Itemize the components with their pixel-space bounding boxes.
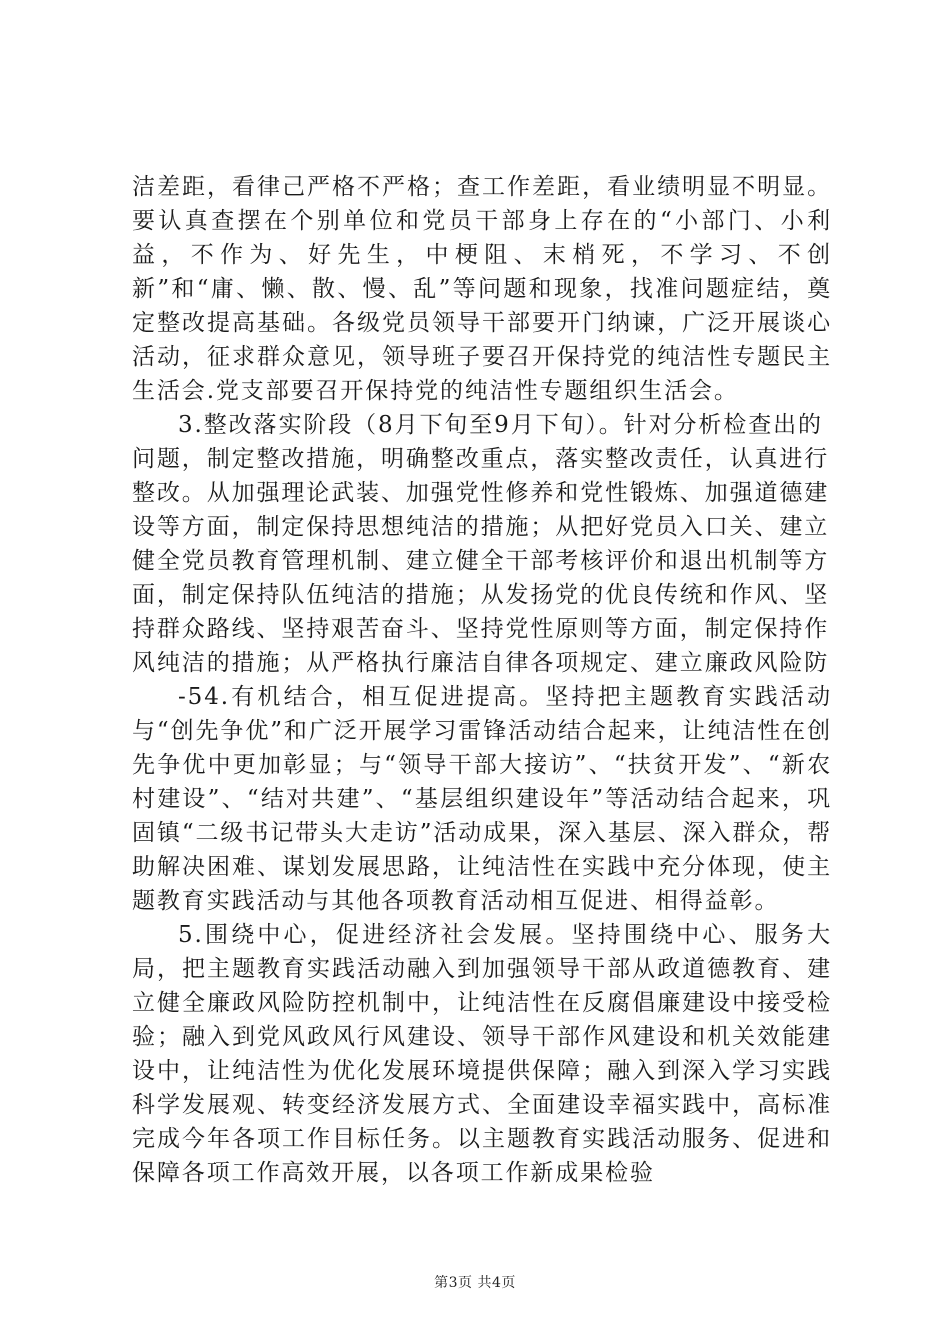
paragraph-rectification-stage: 3.整改落实阶段（8月下旬至9月下旬）。针对分析检查出的问题，制定整改措施，明确整改重点，落实整改责任，认真进行整改。从加强理论武装、加强党性修养和党性锻炼、加强道德建设等方面，制定保持思想纯洁的措施；从把好党员入口关、建立健全党员教育管理机制、建立健全干部考核评价和退出机制等方面，制定保持队伍纯洁的措施；从发扬党的优良传统和作风、坚持群众路线、坚持艰苦奋斗、坚持党性原则等方面，制定保持作风纯洁的措施；从严格执行廉洁自律各项规定、建立廉政风险防 — [132, 412, 830, 676]
document-body — [132, 170, 832, 1190]
paragraph-continued: 洁差距，看律己严格不严格；查工作差距，看业绩明显不明显。要认真查摆在个别单位和党员干部身上存在的“小部门、小利益，不作为、好先生，中梗阻、末梢死，不学习、不创新”和“庸、懒、散、慢、乱”等问题和现象，找准问题症结，奠定整改提高基础。各级党员领导干部要开门纳谏，广泛开展谈心活动，征求群众意见，领导班子要召开保持党的纯洁性专题民主生活会.党支部要召开保持党的纯洁性专题组织生活会。 — [132, 174, 832, 404]
paragraph-combination: -54.有机结合，相互促进提高。坚持把主题教育实践活动与“创先争优”和广泛开展学习雷锋活动结合起来，让纯洁性在创先争优中更加彰显；与“领导干部大接访”、“扶贫开发”、“新农村建设”、“结对共建”、“基层组织建设年”等活动结合起来，巩固镇“二级书记带头大走访”活动成果，深入基层、深入群众，帮助解决困难、谋划发展思路，让纯洁性在实践中充分体现，使主题教育实践活动与其他各项教育活动相互促进、相得益彰。 — [132, 684, 832, 914]
paragraph-development: 5.围绕中心，促进经济社会发展。坚持围绕中心、服务大局，把主题教育实践活动融入到加强领导干部从政道德教育、建立健全廉政风险防控机制中，让纯洁性在反腐倡廉建设中接受检验；融入到党风政风行风建设、领导干部作风建设和机关效能建设中，让纯洁性为优化发展环境提供保障；融入到深入学习实践科学发展观、转变经济发展方式、全面建设幸福实践中，高标准完成今年各项工作目标任务。以主题教育实践活动服务、促进和保障各项工作高效开展，以各项工作新成果检验 — [132, 922, 832, 1186]
page-footer: 第3页 共4页 — [434, 1275, 516, 1291]
